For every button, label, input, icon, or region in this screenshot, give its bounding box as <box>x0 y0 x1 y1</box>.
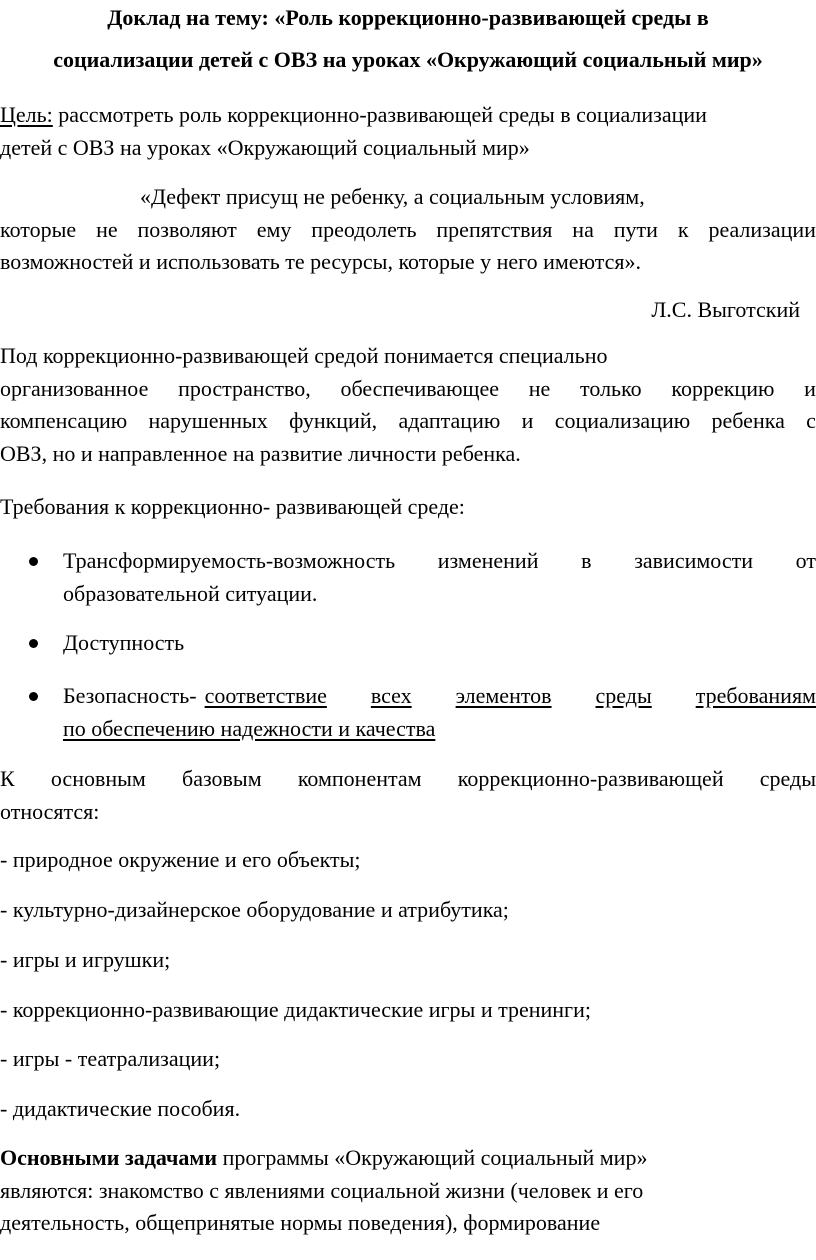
requirement-item <box>63 680 816 745</box>
component-item: - дидактические пособия. <box>0 1096 241 1121</box>
requirement-word: Трансформируемость-возможность <box>63 548 396 573</box>
components-intro-line-2: относятся: <box>0 798 100 824</box>
epigraph-word: которые <box>0 216 77 242</box>
definition-word: организованное <box>0 375 149 401</box>
components-intro <box>0 763 816 828</box>
definition-word: пространство, <box>178 375 311 401</box>
components-word: К <box>0 766 15 791</box>
requirements-heading: Требования к коррекционно- развивающей среде: <box>0 494 465 519</box>
epigraph-author: Л.С. Выготский <box>651 297 800 322</box>
tasks-paragraph <box>0 1142 816 1240</box>
title-line-2: социализации детей с ОВЗ на уроках «Окружающий социальный мир» <box>53 47 763 72</box>
epigraph-word: пути <box>613 216 658 242</box>
bullet-icon <box>29 639 38 648</box>
definition-line-4: ОВЗ, но и направленное на развитие личности ребенка. <box>0 440 521 466</box>
components-word: коррекционно-развивающей <box>457 766 724 791</box>
requirement-word: элементов <box>455 683 552 708</box>
requirement-word: зависимости <box>634 548 753 573</box>
requirement-word: требованиям <box>695 683 816 708</box>
title-line-1: Доклад на тему: «Роль коррекционно-развивающей среды в <box>107 5 709 30</box>
definition-paragraph <box>0 340 816 470</box>
requirement-word: от <box>795 548 816 573</box>
definition-word: компенсацию <box>0 408 128 433</box>
epigraph-word: препятствия <box>436 216 553 242</box>
component-item: - игры - театрализации; <box>0 1046 221 1071</box>
definition-word: адаптацию <box>398 408 501 433</box>
tasks-text: программы «Окружающий социальный мир» <box>217 1145 648 1170</box>
goal-line-1 <box>0 99 816 132</box>
tasks-line-3: деятельность, общепринятые нормы поведения), формирование <box>0 1210 601 1235</box>
component-item: - культурно-дизайнерское оборудование и атрибутика; <box>0 897 509 922</box>
requirement-line-1 <box>63 680 816 713</box>
definition-line-3 <box>0 405 816 438</box>
goal-label: Цель: <box>0 102 53 127</box>
definition-word: социализацию <box>554 408 691 433</box>
requirement-line-1 <box>63 545 816 578</box>
definition-word: не <box>528 375 551 401</box>
definition-line-1: Под коррекционно-развивающей средой понимается специально <box>0 343 608 368</box>
requirement-line-2 <box>63 713 816 746</box>
components-word: базовым <box>182 766 262 791</box>
tasks-bold-label: Основными задачами <box>0 1145 218 1170</box>
requirement-word: соответствие <box>204 683 327 708</box>
requirement-word: всех <box>370 683 412 708</box>
definition-word: ребенка <box>711 408 785 433</box>
requirement-text: Доступность <box>63 630 185 655</box>
requirement-item <box>63 627 816 660</box>
epigraph-word: реализации <box>708 216 816 242</box>
tasks-line-2: являются: знакомство с явлениями социальной жизни (человек и его <box>0 1177 644 1203</box>
definition-word: и <box>804 375 816 401</box>
tasks-line-1 <box>0 1142 816 1175</box>
goal-line-2: детей с ОВЗ на уроках «Окружающий социальный мир» <box>0 134 530 160</box>
document-title <box>6 0 810 81</box>
definition-line-2 <box>0 373 816 406</box>
component-item: - природное окружение и его объекты; <box>0 847 361 872</box>
requirement-line-2: образовательной ситуации. <box>63 580 318 606</box>
requirement-prefix: Безопасность- <box>63 683 197 708</box>
components-word: среды <box>759 766 816 791</box>
definition-word: коррекцию <box>671 375 775 401</box>
component-item: - коррекционно-развивающие дидактические игры и тренинги; <box>0 997 591 1022</box>
components-intro-line-1 <box>0 763 816 796</box>
components-word: основным <box>50 766 146 791</box>
components-word: компонентам <box>297 766 422 791</box>
epigraph-word: позволяют <box>137 216 237 242</box>
epigraph-line-1: «Дефект присущ не ребенку, а социальным условиям, <box>140 184 645 209</box>
bullet-icon <box>29 692 38 701</box>
goal-paragraph <box>0 99 816 164</box>
goal-text: рассмотреть роль коррекционно-развивающей среды в социализации <box>52 102 707 127</box>
requirement-word: в <box>581 548 592 573</box>
definition-word: функций, <box>289 408 378 433</box>
epigraph-line-2 <box>0 214 816 247</box>
epigraph-word: ему <box>256 216 292 242</box>
epigraph-line-3: возможностей и использовать те ресурсы, которые у него имеются». <box>0 249 641 274</box>
requirement-word: среды <box>595 683 652 708</box>
bullet-icon <box>29 557 38 566</box>
definition-word: только <box>580 375 642 401</box>
epigraph-word: на <box>572 216 594 242</box>
requirement-underlined-text: по обеспечению надежности и качества <box>63 715 436 741</box>
epigraph-word: не <box>96 216 118 242</box>
definition-word: и <box>521 408 534 433</box>
definition-word: нарушенных <box>148 408 268 433</box>
component-item: - игры и игрушки; <box>0 947 171 972</box>
epigraph <box>0 181 816 279</box>
epigraph-word: преодолеть <box>311 216 417 242</box>
definition-word: обеспечивающее <box>340 375 500 401</box>
requirement-item <box>63 545 816 610</box>
epigraph-word: к <box>677 216 689 242</box>
requirement-underlined-text <box>197 680 816 713</box>
requirement-word: изменений <box>437 548 539 573</box>
definition-word: с <box>806 408 816 433</box>
